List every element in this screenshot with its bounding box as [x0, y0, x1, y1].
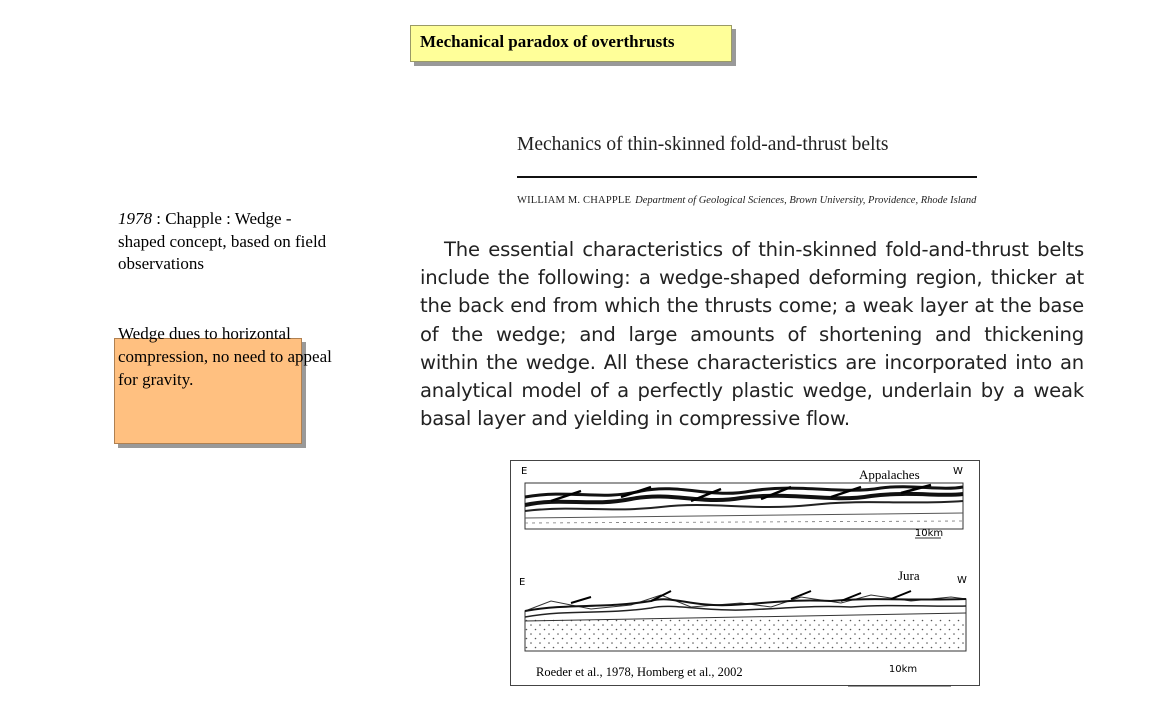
slide-title: Mechanical paradox of overthrusts: [410, 25, 732, 62]
jura-scale: 10km: [888, 664, 918, 675]
paper-byline: [517, 195, 976, 206]
paper-title: Mechanics of thin-skinned fold-and-thrust belts: [517, 134, 889, 155]
appalaches-scale: 10km: [914, 528, 944, 539]
figure-citation: Roeder et al., 1978, Homberg et al., 2002: [536, 665, 743, 679]
appalaches-label: Appalaches: [859, 467, 920, 482]
appalaches-section: [525, 483, 963, 538]
jura-east-letter: E: [519, 577, 526, 588]
note-wedge: Wedge dues to horizontal compression, no need to appeal for gravity.: [118, 324, 332, 389]
note-text: : Chapple : Wedge -shaped concept, based on field observations: [118, 209, 327, 273]
jura-label: Jura: [898, 568, 920, 583]
appalaches-west-letter: W: [953, 466, 963, 477]
cross-section-figure: [510, 460, 980, 686]
title-rule: [517, 176, 977, 178]
note-chapple: [118, 208, 328, 276]
note-year: 1978: [118, 209, 152, 228]
paper-abstract: The essential characteristics of thin-skinned fold-and-thrust belts include the following: a wedge-shaped deforming region, thicker at the back end from which the thrusts come; a weak layer at the base of the wedge; and large amounts of shortening and thickening within the wedge. All these characteristics are incorporated into an analytical model of a perfectly plastic wedge, underlain by a weak basal layer and yielding in compressive flow.: [420, 238, 1084, 431]
jura-west-letter: W: [957, 575, 967, 586]
appalaches-east-letter: E: [521, 466, 528, 477]
paper-affiliation: Department of Geological Sciences, Brown University, Providence, Rhode Island: [635, 195, 977, 206]
paper-author: WILLIAM M. CHAPPLE: [517, 195, 632, 206]
